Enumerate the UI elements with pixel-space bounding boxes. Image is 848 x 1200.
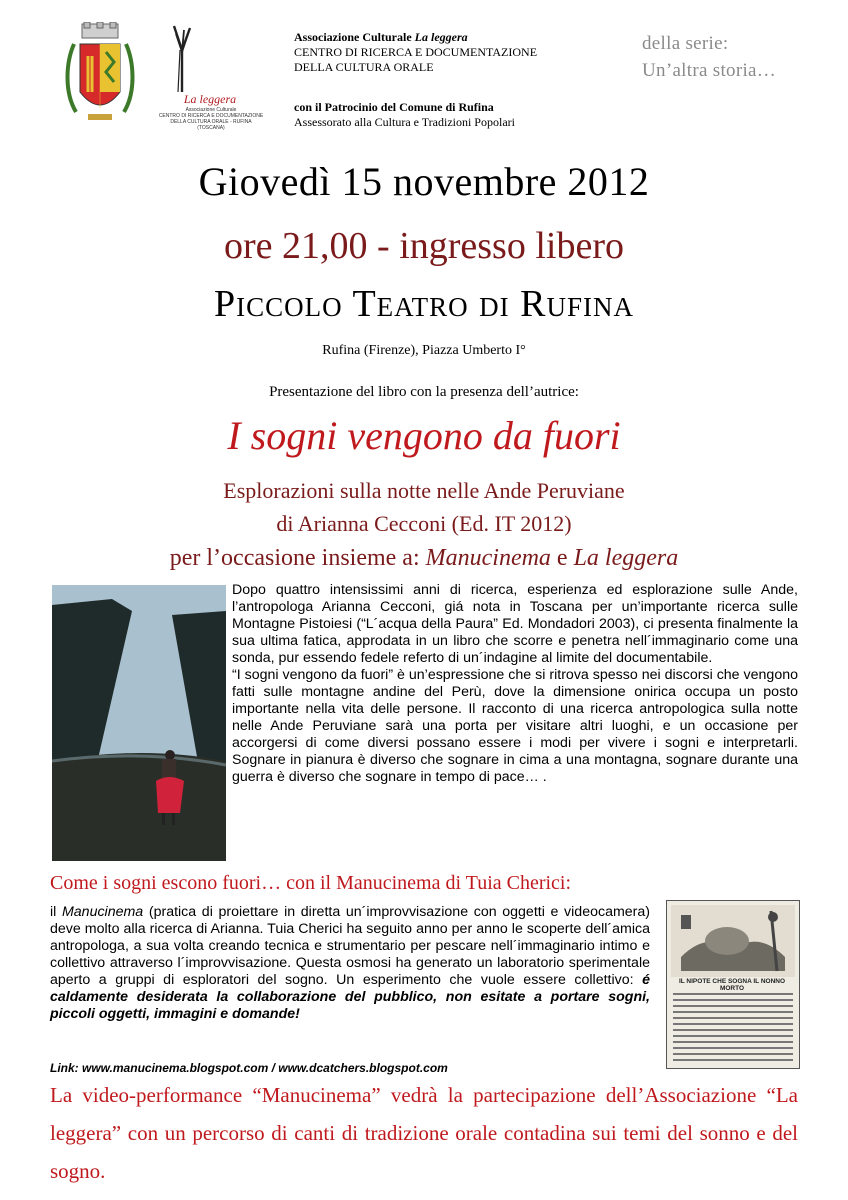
association-prefix: Associazione Culturale [294, 30, 415, 44]
association-line: DELLA CULTURA ORALE [294, 60, 434, 74]
manucinema-text [50, 904, 650, 1023]
occasion-manucinema: Manucinema [425, 545, 551, 571]
patronage-line: Assessorato alla Cultura e Tradizioni Popolari [294, 115, 515, 129]
book-subtitle: Esplorazioni sulla notte nelle Ande Peruviane [223, 478, 625, 503]
description-paragraph: Dopo quattro intensissimi anni di ricerca, esperienza ed esplorazione sulle Ande, l’antropologa Arianna Cecconi, giá nota in Toscana per un’importante ricerca sulle Montagne Pistoiesi (“L´acqua della Paura” Ed. Mondadori 2003), ci presenta finalmente la sua ultima fatica, approdata in un libro che scorre e penetra nell´immaginario come una sonda, pur essendo fedele referto di un´indagine al limite del documentabile. [232, 582, 798, 666]
logo-name: La leggera [183, 92, 237, 106]
association-block [294, 30, 624, 75]
book-description [232, 582, 798, 786]
occasion-line [0, 545, 848, 572]
association-line: CENTRO DI RICERCA E DOCUMENTAZIONE [294, 45, 538, 59]
book-author: di Arianna Cecconi (Ed. IT 2012) [276, 511, 572, 536]
series-title: Un’altra storia… [642, 60, 777, 81]
series-line: della serie: [642, 33, 729, 54]
manucinema-heading: Come i sogni escono fuori… con il Manucinema di Tuia Cherici: [50, 872, 572, 894]
occasion-and: e [550, 545, 574, 571]
occasion-prefix: per l’occasione insieme a: [169, 545, 426, 571]
manucinema-text-prefix: il [50, 904, 62, 920]
manucinema-call-to-action: é caldamente desiderata la collaborazione del pubblico, non esitate a portare sogni, piccoli oggetti, immagini e domande! [50, 972, 650, 1022]
event-venue: Piccolo Teatro di Rufina [214, 283, 634, 325]
manucinema-text-italic: Manucinema [61, 904, 144, 920]
andes-painting-image [52, 585, 226, 861]
logo-caption-line: Associazione Culturale [185, 107, 237, 113]
event-address: Rufina (Firenze), Piazza Umberto I° [322, 343, 526, 358]
book-title: I sogni vengono da fuori [227, 413, 621, 458]
occasion-la-leggera: La leggera [573, 545, 679, 571]
description-paragraph: “I sogni vengono da fuori” è un’espressione che si ritrova spesso nei discorsi che vengono fatti sulle montagne andine del Perù, dove la dimensione onirica occupa un posto importante nella vita delle persone. Il racconto di una ricerca antropologica sulla notte nelle Ande Peruviane sarà una porta per visitare altri luoghi, e un occasione per accorgersi di come diversi possano essere i modi per vivere i sogni e interpretarli. Sognare in pianura è diverso che sognare in cima a una montagna, sognare durante una guerra è diverso che sognare in tempo di pace… . [232, 667, 798, 785]
links-line: Link: www.manucinema.blogspot.com / www.dcatchers.blogspot.com [50, 1061, 448, 1075]
event-time: ore 21,00 - ingresso libero [224, 225, 624, 267]
association-name: La leggera [414, 30, 468, 44]
patronage-line: con il Patrocinio del Comune di Rufina [294, 100, 494, 114]
manucinema-text-body: (pratica di proiettare in diretta un´improvvisazione con oggetti e videocamera) deve molto alla ricerca di Arianna. Tuia Cherici ha seguito anno per anno le scoperte dell´amica antropologa, a sua volta creando tecnica e strumentario per pescare nell´immaginario intimo e collettivo attraverso l´improvvisazione. Questa osmosi ha generato un laboratorio sperimentale aperto a gruppi di esploratori del sogno. Un esperimento che vuole essere collettivo: [50, 904, 651, 988]
town-crest-icon [62, 22, 138, 132]
series-label [642, 30, 776, 84]
presentation-line: Presentazione del libro con la presenza dell’autrice: [269, 384, 579, 400]
logo-caption-line: DELLA CULTURA ORALE - RUFINA (TOSCANA) [170, 119, 252, 131]
logo-caption [158, 107, 264, 131]
event-date: Giovedì 15 novembre 2012 [198, 159, 650, 204]
closing-text: La video-performance “Manucinema” vedrà la partecipazione dell’Associazione “La leggera” con un percorso di canti di tradizione orale contadina sui temi del sonno e del sogno. [50, 1083, 798, 1183]
print-caption: IL NIPOTE CHE SOGNA IL NONNO MORTO [668, 978, 796, 992]
patronage-block [294, 100, 624, 130]
logo-caption-line: CENTRO DI RICERCA E DOCUMENTAZIONE [158, 113, 264, 119]
